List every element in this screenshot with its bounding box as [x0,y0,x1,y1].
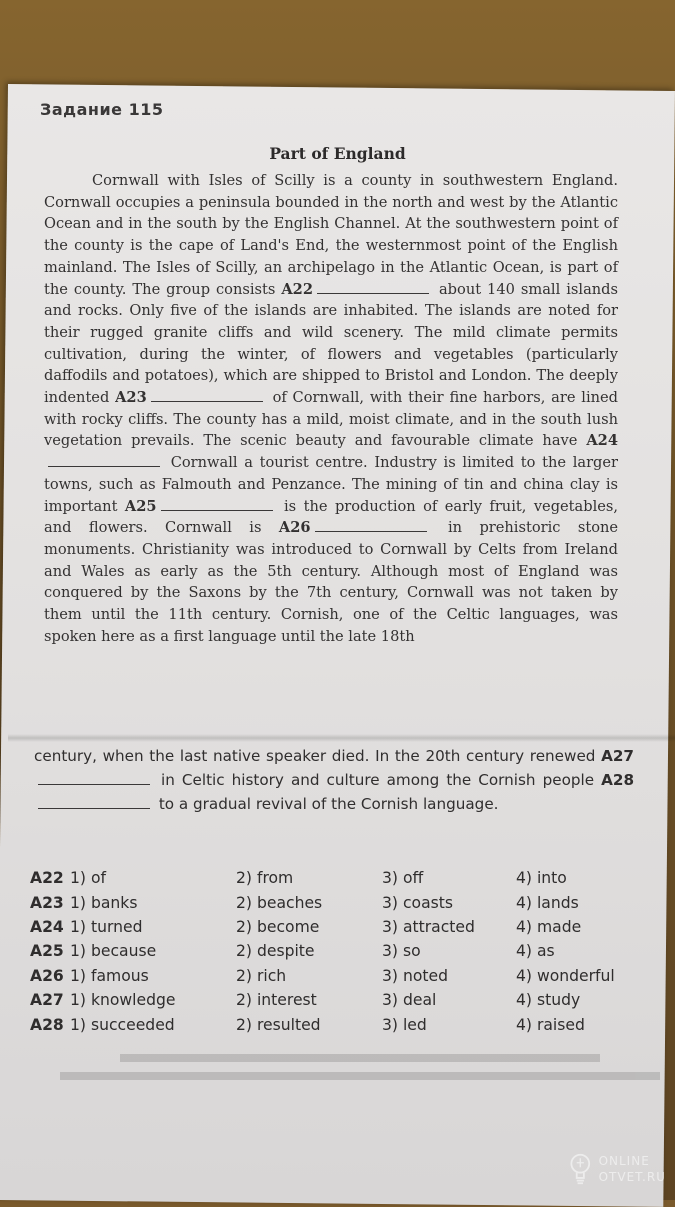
answer-blank-a26 [315,517,427,532]
answer-blank-a28 [38,794,150,809]
option-4: 4) as [516,942,555,961]
passage-text: of Cornwall, with their fine harbors, are lined with rocky cliffs. The county has a mild, moist climate, and in the south lush vegetation prevails. The scenic beauty and favourable climate have [44,389,618,450]
question-code: A25 [30,942,64,961]
option-1: 1) because [70,942,157,961]
question-code: A28 [30,1015,64,1034]
passage-text: is the production of early fruit, vegetables, and flowers. Cornwall is [44,497,619,537]
passage-text: Cornwall with Isles of Scilly is a county in southwestern England. Cornwall occupies a peninsula bounded in the north and west by the Atlantic Ocean and in the south by the English Channel. At the southwestern point of the county is the cape of Land's End, the westernmost point of the English mainland. The Isles of Scilly, an archipelago in the Atlantic Ocean, is part of the county. The group consists [44,172,618,298]
gap-label-a26: A26 [278,519,311,537]
answer-blank-a27 [38,770,150,785]
gap-label-a28: A28 [601,771,635,789]
page-title: Part of England [269,144,406,163]
answer-row-a22 [30,866,650,890]
gap-label-a27: A27 [601,747,634,765]
option-2: 2) beaches [236,893,323,912]
bleed-through-text [60,1040,660,1080]
passage-text: in prehistoric stone monuments. Christianity was introduced to Cornwall by Celts from Ireland and Wales as early as the 5th century. Although most of England was conquered by the Saxons by the 7th century, Cornwall was not taken by them until the 11th century. Cornish, one of the Celtic languages, was spoken here as a first language until the late 18th [44,519,619,645]
option-1: 1) knowledge [70,991,176,1010]
gap-label-a23: A23 [115,389,147,407]
option-4: 4) raised [516,1015,585,1034]
answer-row-a24 [30,915,650,939]
question-code: A27 [30,991,64,1010]
answer-row-a23 [30,890,650,914]
answer-blank-a25 [161,496,273,511]
question-code: A22 [30,869,64,888]
answer-blank-a22 [317,279,429,294]
option-4: 4) made [516,917,582,936]
option-4: 4) into [516,869,567,888]
gap-label-a22: A22 [281,280,313,298]
passage-text: to a gradual revival of the Cornish language. [158,795,499,813]
option-1: 1) turned [70,917,143,936]
question-code: A26 [30,966,64,985]
option-3: 3) deal [382,991,437,1010]
passage-text: in Celtic history and culture among the Cornish people [161,771,595,789]
passage-text: Cornwall a tourist centre. Industry is limited to the larger towns, such as Falmouth and Penzance. The mining of tin and china clay is important [44,454,619,515]
option-1: 1) succeeded [70,1015,175,1034]
passage-lower [34,744,634,816]
option-2: 2) resulted [236,1015,321,1034]
passage-upper [44,170,618,647]
answer-row-a26 [30,964,650,988]
page-fold [8,734,675,742]
option-3: 3) coasts [382,893,453,912]
watermark-line-2: OTVET.RU [598,1170,666,1184]
watermark-line-1: ONLINE [598,1154,650,1168]
question-code: A24 [30,917,64,936]
option-3: 3) so [382,942,421,961]
option-2: 2) from [236,869,294,888]
option-1: 1) banks [70,893,138,912]
option-2: 2) become [236,917,320,936]
passage-text: century, when the last native speaker died. In the 20th century renewed [34,747,596,765]
option-3: 3) attracted [382,917,475,936]
option-1: 1) of [70,869,106,888]
answer-row-a25 [30,939,650,963]
option-2: 2) rich [236,966,287,985]
task-label: Задание 115 [40,100,164,119]
option-1: 1) famous [70,966,149,985]
option-2: 2) interest [236,991,317,1010]
option-4: 4) wonderful [516,966,615,985]
lightbulb-icon [566,1149,595,1189]
gap-label-a24: A24 [586,432,618,450]
option-4: 4) lands [516,893,579,912]
answer-row-a27 [30,988,650,1012]
gap-label-a25: A25 [124,497,157,515]
answer-row-a28 [30,1012,650,1036]
option-3: 3) led [382,1015,427,1034]
option-4: 4) study [516,991,581,1010]
option-3: 3) noted [382,966,448,985]
answer-blank-a23 [151,387,263,402]
answer-blank-a24 [48,452,160,467]
passage-text: about 140 small islands and rocks. Only five of the islands are inhabited. The islands are noted for their rugged granite cliffs and wild scenery. The mild climate permits cultivation, during the winter, of flowers and vegetables (particularly daffodils and potatoes), which are shipped to Bristol and London. The deeply indented [44,280,618,407]
question-code: A23 [30,893,64,912]
option-3: 3) off [382,869,424,888]
option-2: 2) despite [236,942,315,961]
answer-options-table [30,866,650,1037]
site-watermark [566,1146,666,1192]
